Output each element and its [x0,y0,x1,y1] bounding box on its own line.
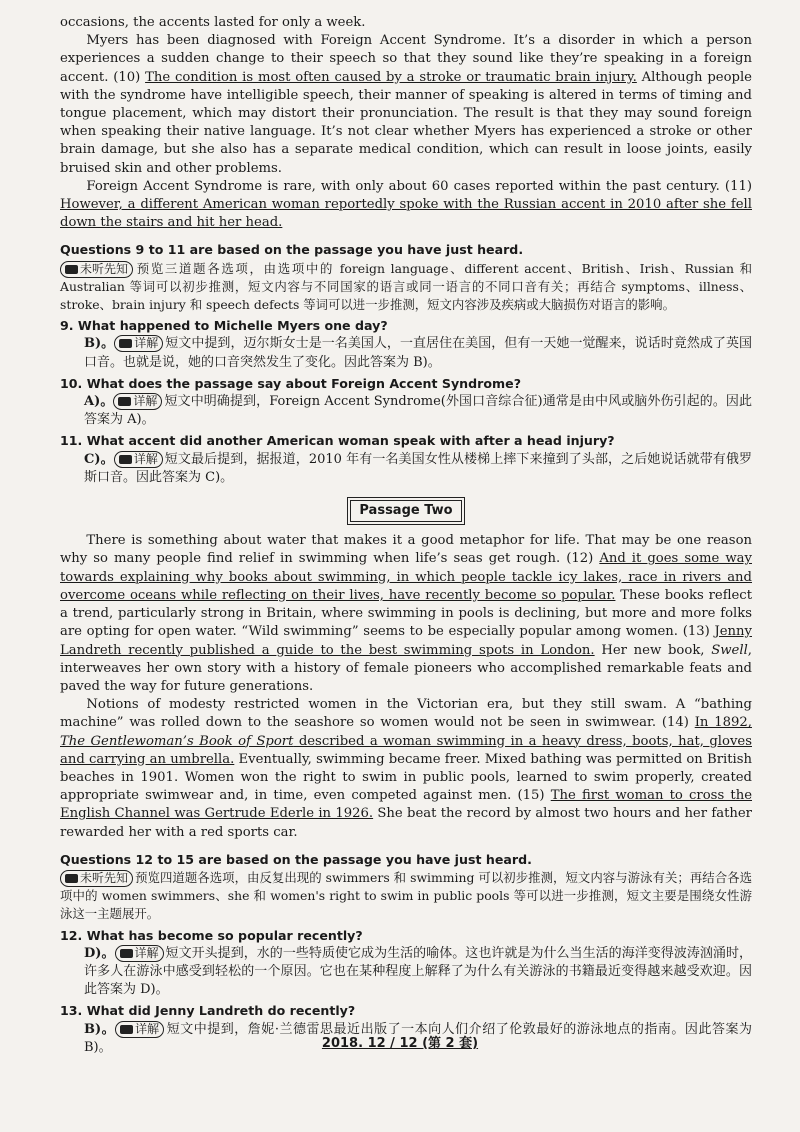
question: 12. What has become so popular recently? [60,927,363,943]
book-title: Swell [711,642,748,658]
book-icon [65,874,78,883]
answer-explanation [60,945,752,1000]
detail-tag [113,393,162,410]
page-footer: 2018. 12 / 12 (第 2 套) [321,1036,479,1051]
paragraph [60,178,752,233]
explanation-text: 短文最后提到，据报道，2010 年有一名美国女性从楼梯上摔下来撞到了头部，之后她说话就带有俄罗斯口音。因此答案为 C)。 [84,451,752,485]
passage-title-wrap [60,500,752,522]
paragraph [60,532,752,696]
tip-text: 预览四道题各选项，由反复出现的 swimmers 和 swimming 可以初步推测，短文内容与游泳有关；再结合各选项中的 women swimmers、she 和 women's right to swim in public pools 等可以进一步推测，短文主要是围绕女性游泳这一主题展开。 [60,869,752,922]
book-icon [119,455,132,464]
answer-underline: The condition is most often caused by a stroke or traumatic brain injury. [145,69,637,85]
question: 9. What happened to Michelle Myers one day? [60,318,388,334]
explanation-text: 短文开头提到，水的一些特质使它成为生活的喻体。这也许就是为什么当生活的海洋变得波涛汹涌时，许多人在游泳中感受到轻松的一个原因。它也在某种程度上解释了为什么有关游泳的书籍最近变得越来越受欢迎。因此答案为 D)。 [84,945,752,998]
book-icon [119,339,132,348]
answer-underline: Jenny Landreth recently published a guide to the best swimming spots in London. [60,624,752,658]
preview-tag [60,870,133,887]
book-title: The Gentlewoman’s Book of Sport [60,733,294,749]
answer-explanation [60,335,752,371]
tag-label: 详解 [134,945,159,960]
answer-explanation [60,451,752,487]
answer-underline: And it goes some way towards explaining why books about swimming, in which people tackle icy lakes, race in rivers and overcome oceans while reflecting on their lives, have recently become so popular. [60,551,752,603]
text: Her new book, [594,642,712,658]
book-icon [120,949,133,958]
preview-tag [60,261,133,278]
tip-text: 预览三道题各选项，由选项中的 foreign language、different accent、British、Irish、Russian 和 Australian 等词可以初步推测，短文内容与不同国家的语言或同一语言的不同口音有关；再结合 symptoms、illness、stroke、brain injury 和 speech defects 等词可以进一步推测，短文内容涉及疾病或大脑损伤对语言的影响。 [60,260,752,313]
detail-tag [114,335,163,352]
text: Foreign Accent Syndrome is rare, with only about 60 cases reported within the past century. (11) [86,178,752,194]
explanation-text: 短文中提到，迈尔斯女士是一名美国人，一直居住在美国，但有一天她一觉醒来，说话时竟然成了英国口音。也就是说，她的口音突然发生了变化。因此答案为 B)。 [84,336,752,370]
book-icon [118,397,131,406]
text: She beat the record by almost two hours and her father rewarded her with a red sports car. [60,806,752,840]
text: There is something about water that makes it a good metaphor for life. That may be one reason why so many people find relief in swimming when life’s seas get rough. (12) [60,533,752,567]
preview-tip [60,260,752,315]
answer-letter: B)。 [84,336,115,352]
tag-label: 详解 [134,336,159,351]
section-heading: Questions 9 to 11 are based on the passage you have just heard. [60,242,524,258]
text: occasions, the accents lasted for only a week. [60,15,366,30]
text: Eventually, swimming became freer. Mixed bathing was permitted on British beaches in 1901. Women won the right to swim in public pools, learned to swim properly, created appropriate swimwear and, in time, even competed against men. (15) [60,751,752,804]
answer-explanation [60,393,752,429]
question: 10. What does the passage say about Foreign Accent Syndrome? [60,375,521,391]
answer-letter: A)。 [84,394,114,410]
section-heading: Questions 12 to 15 are based on the passage you have just heard. [60,851,532,867]
explanation-text: 短文中提到，詹妮·兰德雷思最近出版了一本向人们介绍了伦敦最好的游泳地点的指南。因此答案为 B)。 [84,1021,752,1055]
question: 11. What accent did another American woman speak with after a head injury? [60,433,615,449]
tag-label: 详解 [133,451,158,466]
preview-tip [60,869,752,924]
text: , interweaves her own story with a history of female pioneers who accomplished remarkable feats and paved the way for future generations. [60,642,752,694]
tag-label: 未听先知 [80,261,129,276]
text: Myers has been diagnosed with Foreign Accent Syndrome. It’s a disorder in which a person experiences a sudden change to their speech so that they sound like they’re speaking in a foreign accent. (10) [60,33,752,85]
detail-tag [115,945,164,962]
text: Although people with the syndrome have intelligible speech, their manner of speaking is altered in terms of timing and tongue placement, which may distort their pronunciation. The result is that they may sound foreign when speaking their native language. It’s not clear whether Myers has experienced a stroke or other brain damage, but she also has a separate medical condition, which can result in loose joints, easily bruised skin and other problems. [60,69,752,176]
passage-title: Passage Two [350,500,461,522]
text: Notions of modesty restricted women in the Victorian era, but they still swam. A “bathing machine” was rolled down to the seashore so women would not be seen in swimwear. (14) [60,697,752,731]
detail-tag [114,451,163,468]
explanation-text: 短文中明确提到，Foreign Accent Syndrome(外国口音综合征)通常是由中风或脑外伤引起的。因此答案为 A)。 [84,394,752,428]
answer-underline: described a woman swimming in a heavy dress, boots, hat, gloves and carrying an umbrella. [60,733,752,767]
paragraph [60,696,752,842]
answer-underline: However, a different American woman reportedly spoke with the Russian accent in 2010 after she fell down the stairs and hit her head. [60,197,752,231]
question: 13. What did Jenny Landreth do recently? [60,1003,356,1019]
text: These books reflect a trend, particularly strong in Britain, where swimming in pools is declining, but more and more folks are opting for open water. “Wild swimming” seems to be especially popular among women. (13) [60,587,752,640]
tag-label: 详解 [135,1021,160,1036]
answer-underline: In 1892, [694,715,752,731]
page-content [60,14,752,1057]
answer-letter: D)。 [84,945,115,961]
book-icon [65,265,78,274]
paragraph [60,14,752,32]
answer-letter: C)。 [84,451,114,467]
tag-label: 详解 [133,394,158,409]
answer-letter: B)。 [84,1021,116,1037]
tag-label: 未听先知 [80,870,129,885]
paragraph [60,32,752,178]
answer-underline: The first woman to cross the English Channel was Gertrude Ederle in 1926. [60,788,752,822]
